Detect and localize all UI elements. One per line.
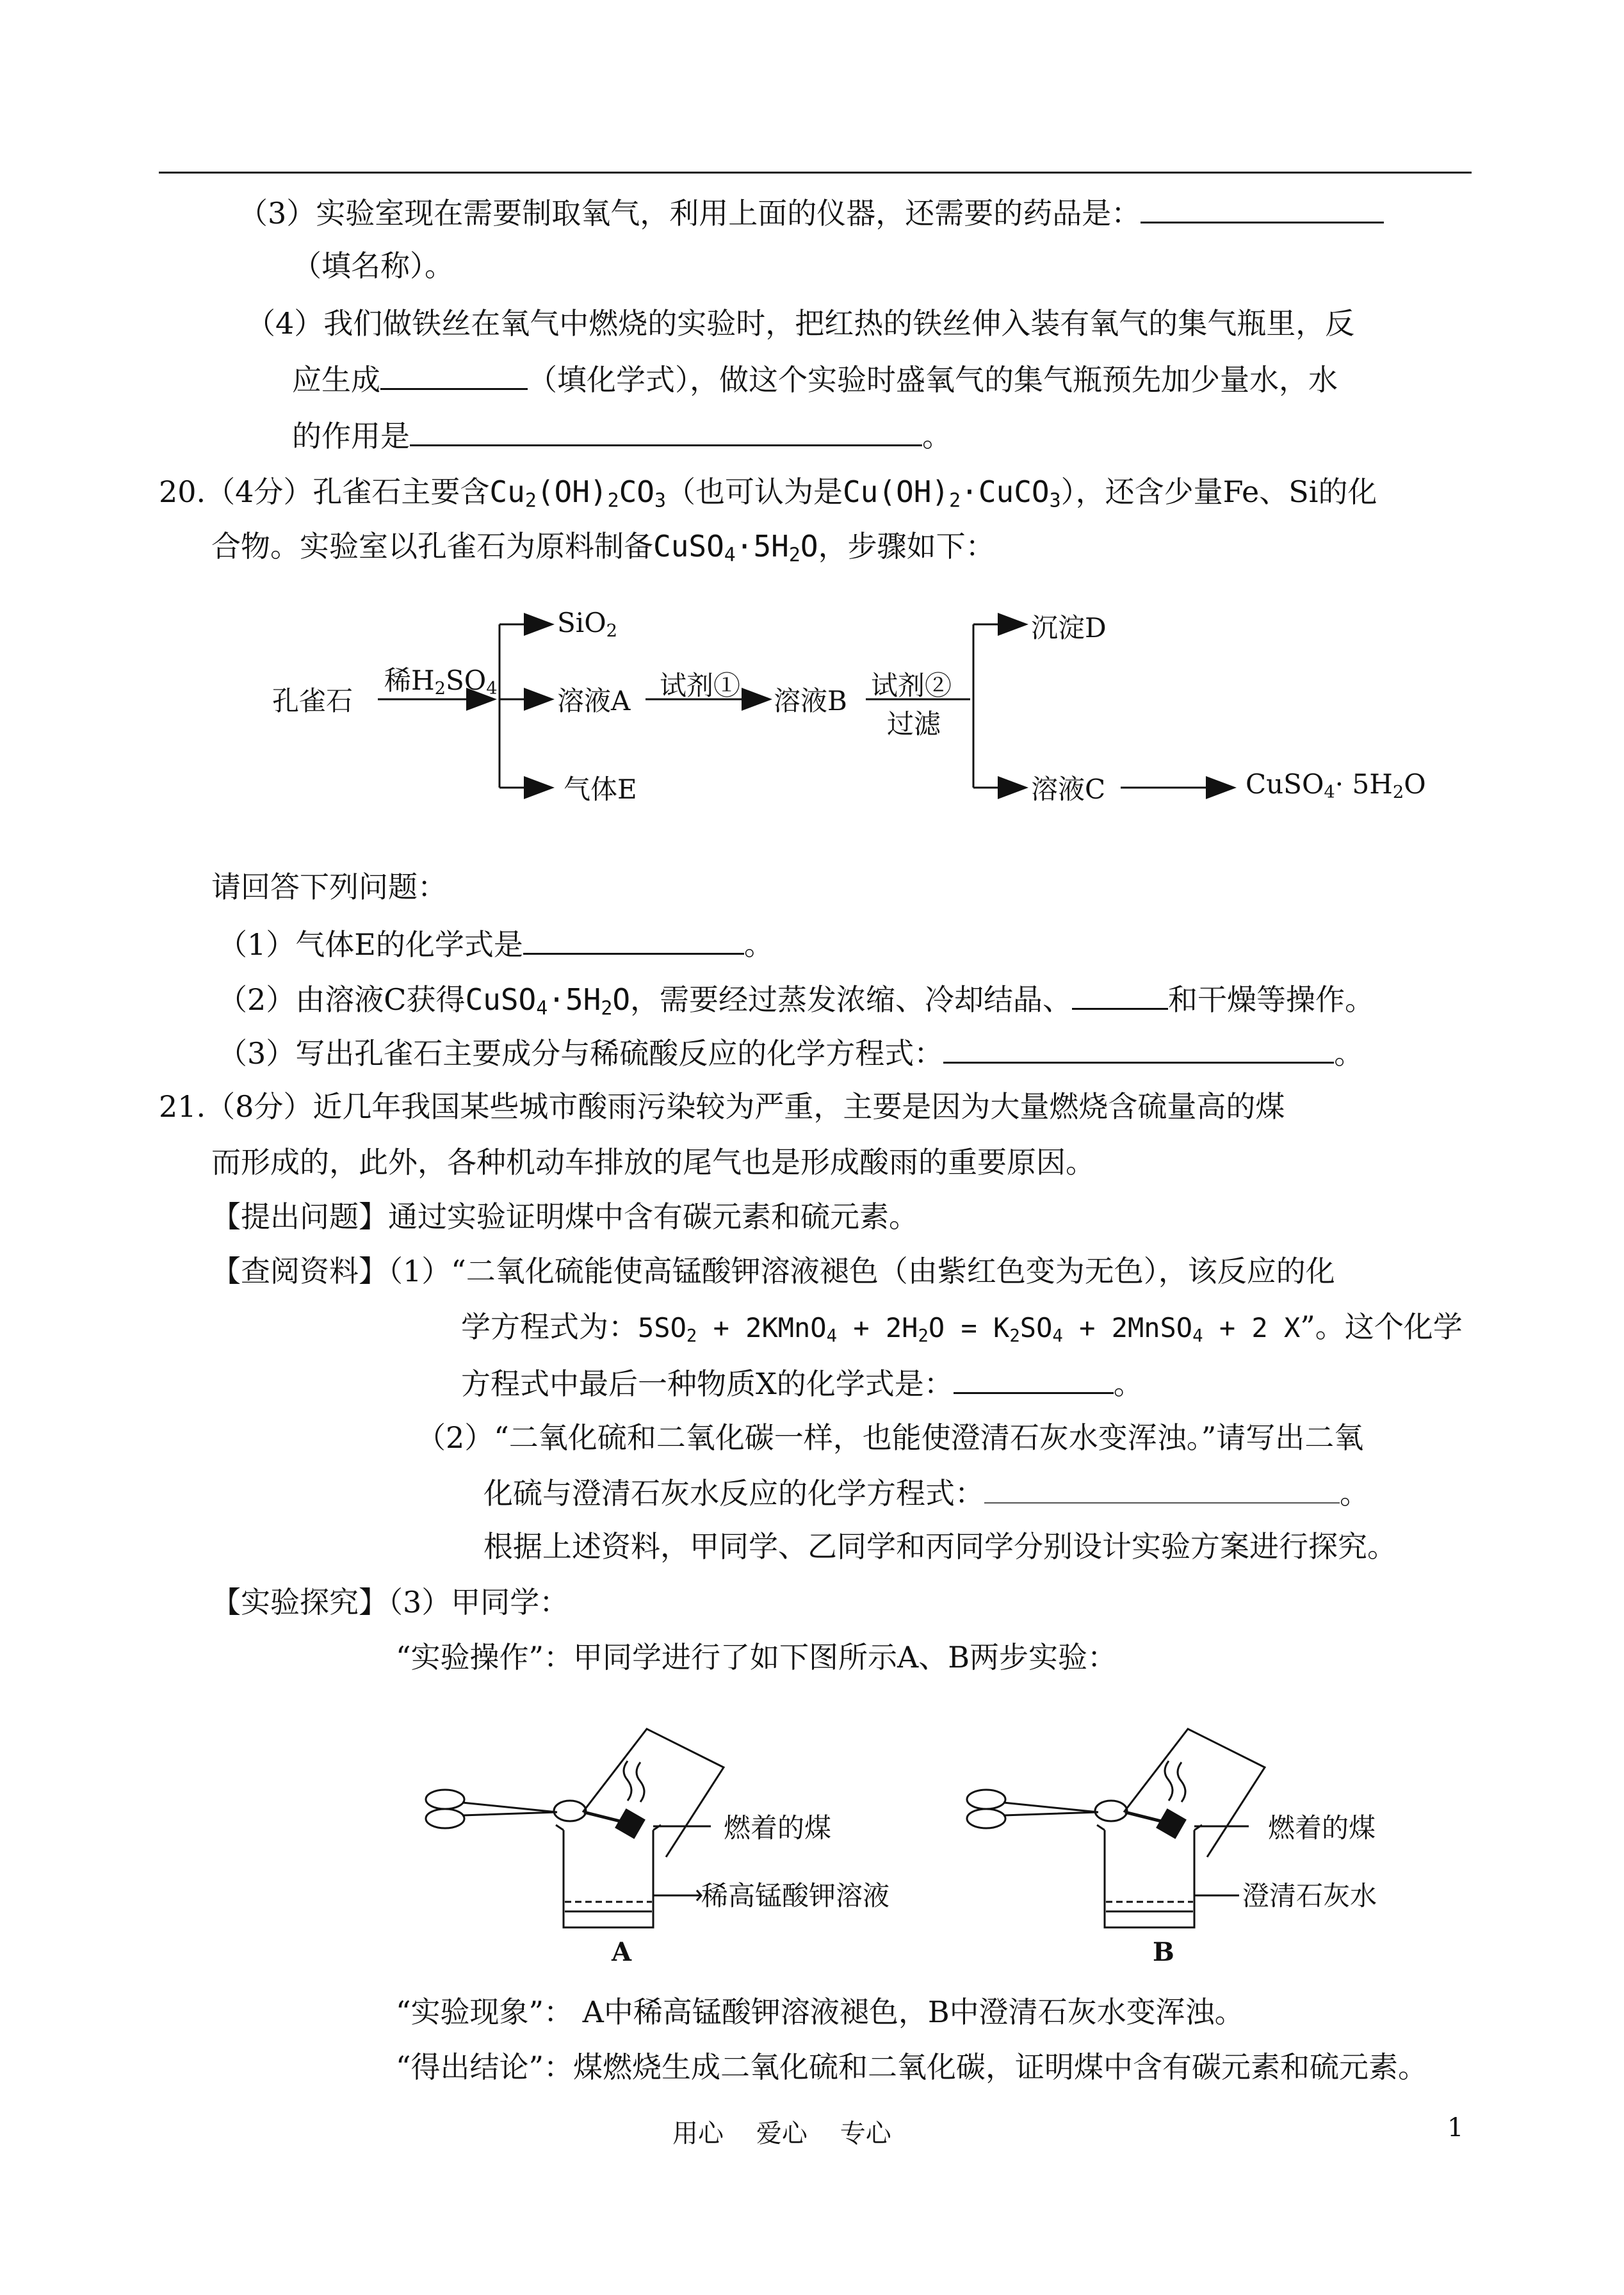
q21-ref2-line2: 化硫与澄清石灰水反应的化学方程式： 。 [483, 1473, 1369, 1512]
q19-part4-line2: 应生成 （填化学式），做这个实验时盛氧气的集气瓶预先加少量水，水 [292, 359, 1338, 399]
figB-label: B [1153, 1937, 1174, 1967]
q21-ref1-line3: 方程式中最后一种物质X的化学式是： 。 [461, 1363, 1143, 1403]
q19-part3-line2: （填名称）。 [292, 248, 454, 283]
flow-filter: 过滤 [887, 708, 941, 740]
q21-line2: 而形成的，此外，各种机动车排放的尾气也是形成酸雨的重要原因。 [211, 1145, 1095, 1180]
q21-op: “实验操作”：甲同学进行了如下图所示A、B两步实验： [396, 1640, 1117, 1675]
flow-reagent-2: 试剂② [871, 670, 952, 701]
apparatus-a [426, 1729, 724, 1927]
q21-ref1-line1: 【查阅资料】（1）“二氧化硫能使高锰酸钾溶液褪色（由紫红色变为无色），该反应的化 [211, 1254, 1335, 1288]
q21-exp: 【实验探究】（3）甲同学： [211, 1585, 569, 1619]
q21-ref1-line2: 学方程式为：$5SO_2$ + 2KMnO$_4$ + $2H_2O = K_2SO_4$ + 2MnSO$_4$ + 2 X”。这个化学 [461, 1310, 1463, 1346]
q21-ref2-line1: （2）“二氧化硫和二氧化碳一样，也能使澄清石灰水变浑浊。”请写出二氧 [416, 1420, 1364, 1455]
flow-product: CuSO$_4$· $5H_2O$ [1246, 768, 1426, 802]
q21-ref2-line3: 根据上述资料，甲同学、乙同学和丙同学分别设计实验方案进行探究。 [483, 1529, 1397, 1564]
figA-coal-label: 燃着的煤 [724, 1812, 832, 1844]
flow-reagent-h2so4: 稀$H_2SO_4$ [384, 665, 498, 699]
q21-conclusion: “得出结论”：煤燃烧生成二氧化硫和二氧化碳，证明煤中含有碳元素和硫元素。 [396, 2050, 1428, 2084]
flow-gas-e: 气体E [564, 774, 637, 805]
q20-sub3: （3）写出孔雀石主要成分与稀硫酸反应的化学方程式： 。 [218, 1032, 1363, 1073]
flow-sio2: SiO$_2$ [557, 607, 618, 641]
q19-part3-line1: （3）实验室现在需要制取氧气，利用上面的仪器，还需要的药品是： [238, 192, 1384, 232]
q20-sub2: （2）由溶液C获得$CuSO_4\cdot 5H_2O$，需要经过蒸发浓缩、冷却结晶、 和干燥等操作。 [218, 978, 1374, 1028]
flow-solution-b: 溶液B [774, 685, 847, 717]
q20-head: 20.（4分）孔雀石主要含$Cu_2(OH)_2CO_3$（也可认为是$Cu(OH)_2\cdot CuCO_3$），还含少量Fe、Si的化 [159, 474, 1377, 512]
page-number: 1 [1447, 2113, 1464, 2143]
figA-liquid-label: 稀高锰酸钾溶液 [701, 1880, 890, 1911]
q21-phenomenon: “实验现象”： A中稀高锰酸钾溶液褪色，B中澄清石灰水变浑浊。 [396, 1995, 1244, 2029]
q19-part4-line1: （4）我们做铁丝在氧气中燃烧的实验时，把红热的铁丝伸入装有氧气的集气瓶里，反 [246, 306, 1355, 341]
flow-solution-a: 溶液A [557, 685, 631, 717]
q21-ask: 【提出问题】通过实验证明煤中含有碳元素和硫元素。 [211, 1199, 918, 1234]
flow-start: 孔雀石 [272, 685, 353, 717]
q20-sub1: （1）气体E的化学式是 。 [218, 923, 774, 964]
figA-label: A [612, 1937, 632, 1967]
formula-cuso4: $CuSO_4\cdot 5H_2O$ [653, 529, 818, 567]
footer-motto: 用心 爱心 专心 [672, 2119, 891, 2148]
q19-part4-line3: 的作用是 。 [292, 415, 952, 455]
formula-malachite-alt: $Cu(OH)_2\cdot CuCO_3$ [842, 474, 1061, 512]
figB-liquid-label: 澄清石灰水 [1242, 1880, 1377, 1911]
apparatus-b [967, 1729, 1265, 1927]
equation-so2-kmno4: $5SO_2$ + 2KMnO$_4$ + $2H_2O = K_2SO_4$ + 2MnSO$_4$ + 2 X [638, 1312, 1301, 1346]
flow-precipitate-d: 沉淀D [1031, 612, 1107, 644]
flow-solution-c: 溶液C [1031, 774, 1106, 805]
q20-intro: 请回答下列问题： [211, 870, 447, 904]
figB-coal-label: 燃着的煤 [1268, 1812, 1376, 1844]
q21-head: 21.（8分）近几年我国某些城市酸雨污染较为严重，主要是因为大量燃烧含硫量高的煤 [159, 1089, 1285, 1124]
flow-reagent-1: 试剂① [660, 670, 741, 701]
formula-malachite: $Cu_2(OH)_2CO_3$ [489, 474, 666, 512]
q20-line2: 合物。实验室以孔雀石为原料制备$CuSO_4\cdot 5H_2O$，步骤如下： [211, 529, 995, 567]
formula-cuso4-2: $CuSO_4\cdot 5H_2O$ [465, 982, 631, 1020]
